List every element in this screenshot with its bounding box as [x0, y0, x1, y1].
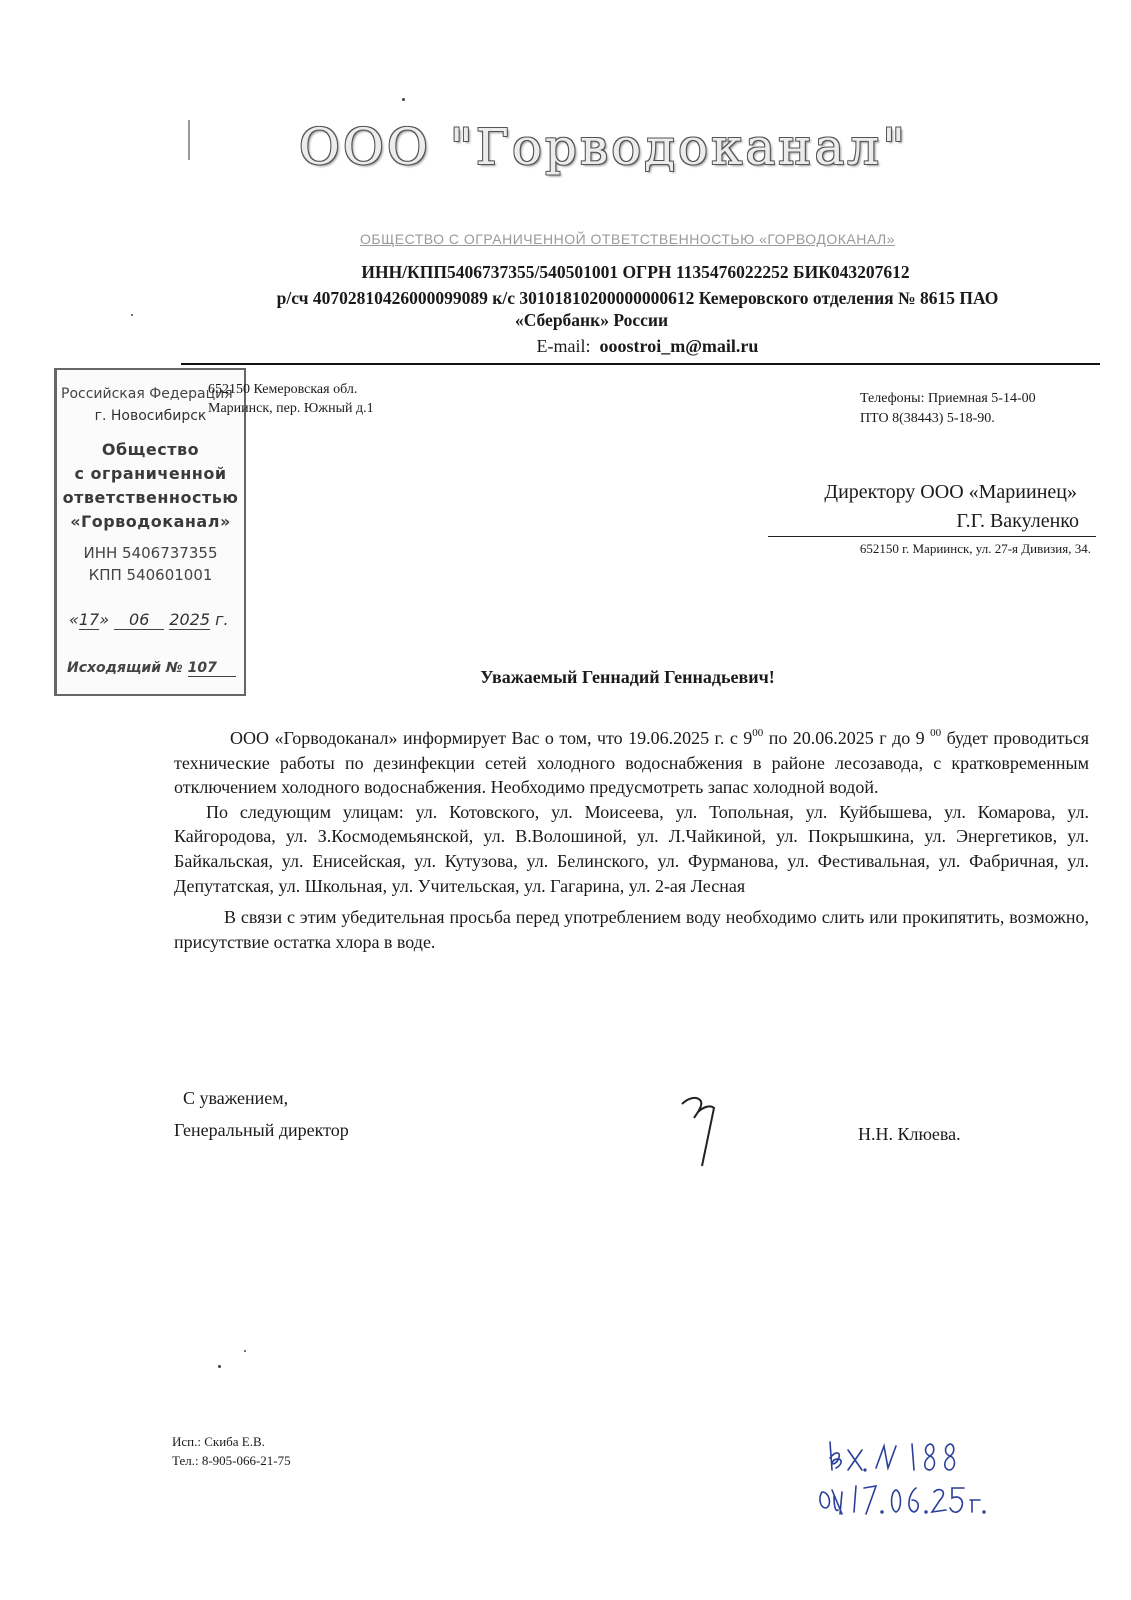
stamp-name-4: «Горводоканал»: [70, 512, 231, 531]
requisites-line-3: «Сбербанк» России: [514, 310, 669, 330]
scan-speck: [244, 1350, 246, 1352]
recipient-name: Г.Г. Вакуленко: [956, 510, 1079, 532]
stamp-name-1: Общество: [101, 440, 200, 459]
stamp-outgoing-label: Исходящий №: [67, 660, 183, 676]
stamp-city: г. Новосибирск: [94, 408, 207, 424]
paragraph-notice: ООО «Горводоканал» информирует Вас о том, что 19.06.2025 г. с $9^{00}$ по 20.06.2025 г до 9 $^{00}$ будет проводиться технические работы по дезинфекции сетей холодного водоснабжения в районе лесозавода, с кратковременным отключением холодного водоснабжения. Необходимо предусмотреть запас холодной водой.: [174, 727, 1089, 798]
org-address-line-2: Мариинск, пер. Южный д.1: [208, 400, 374, 416]
scan-speck: [131, 314, 133, 316]
signatory-position: Генеральный директор: [174, 1120, 349, 1140]
header-divider: [181, 363, 1100, 365]
paragraph-request: В связи с этим убедительная просьба перед употреблением воду необходимо слить или прокипятить, возможно, присутствие остатка хлора в воде.: [174, 907, 1089, 952]
signature-mark: [674, 1082, 734, 1172]
executor-name: Исп.: Скиба Е.В.: [172, 1434, 265, 1449]
phone-pto: ПТО 8(38443) 5-18-90.: [860, 410, 995, 426]
stamp-date-month: 06: [114, 610, 164, 630]
email-label: E-mail:: [536, 336, 591, 356]
stamp-date-day: 17: [78, 610, 100, 629]
stamp-date-year: 2025: [169, 610, 211, 629]
closing-regards: С уважением,: [183, 1088, 289, 1108]
email-value: ooostroi_m@mail.ru: [599, 336, 759, 356]
phone-reception: Телефоны: Приемная 5-14-00: [860, 391, 1036, 406]
stamp-name-2: с ограниченной: [74, 464, 227, 483]
salutation: Уважаемый Геннадий Геннадьевич!: [480, 667, 775, 687]
phones-block: [860, 389, 1036, 428]
stamp-date: «17» 06 2025 г.: [69, 610, 229, 629]
letter-body: [174, 726, 1089, 954]
executor-phone: Тел.: 8-905-066-21-75: [172, 1452, 291, 1468]
stamp-kpp: КПП 540601001: [88, 566, 213, 584]
company-full-name: ОБЩЕСТВО С ОГРАНИЧЕННОЙ ОТВЕТСТВЕННОСТЬЮ «ГОРВОДОКАНАЛ»: [360, 231, 895, 247]
scan-speck: [402, 98, 405, 101]
stamp-date-suffix: г.: [215, 610, 229, 629]
requisites-line-2: р/сч 40702810426000099089 к/с 30101810200000000612 Кемеровского отделения № 8615 ПАО: [276, 288, 999, 308]
org-address-line-1: 652150 Кемеровская обл.: [208, 382, 358, 397]
company-logo: ООО "Горводоканал": [298, 118, 909, 176]
org-address: [208, 381, 374, 419]
executor-block: [172, 1433, 291, 1471]
scan-speck: [218, 1365, 221, 1368]
requisites-line-1: ИНН/КПП5406737355/540501001 ОГРН 1135476022252 БИК043207612: [361, 262, 910, 282]
paragraph-streets: По следующим улицам: ул. Котовского, ул. Моисеева, ул. Топольная, ул. Куйбышева, ул. Комарова, ул. Кайгородова, ул. З.Космодемьянской, ул. В.Волошиной, ул. Л.Чайкиной, ул. Покрышкина, ул. Энергетиков, ул. Байкальская, ул. Енисейская, ул. Кутузова, ул. Белинского, ул. Фурманова, ул. Фестивальная, ул. Фабричная, ул. Депутатская, ул. Школьная, ул. Учительская, ул. Гагарина, ул. 2-ая Лесная: [174, 801, 1089, 896]
stamp-country: Российская Федерация: [61, 386, 233, 402]
stamp-outgoing-number: 107: [188, 660, 236, 677]
recipient-divider: [768, 536, 1096, 537]
scan-speck: [188, 120, 190, 160]
stamp-name-3: ответственностью: [62, 488, 239, 507]
signatory-name: Н.Н. Клюева.: [858, 1124, 961, 1144]
incoming-registration-handwriting: [812, 1430, 1012, 1520]
recipient-title: Директору ООО «Мариинец»: [824, 481, 1077, 503]
stamp-inn: ИНН 5406737355: [83, 544, 218, 562]
email-line: [82, 336, 1131, 357]
recipient-address: 652150 г. Мариинск, ул. 27-я Дивизия, 34.: [859, 541, 1091, 556]
